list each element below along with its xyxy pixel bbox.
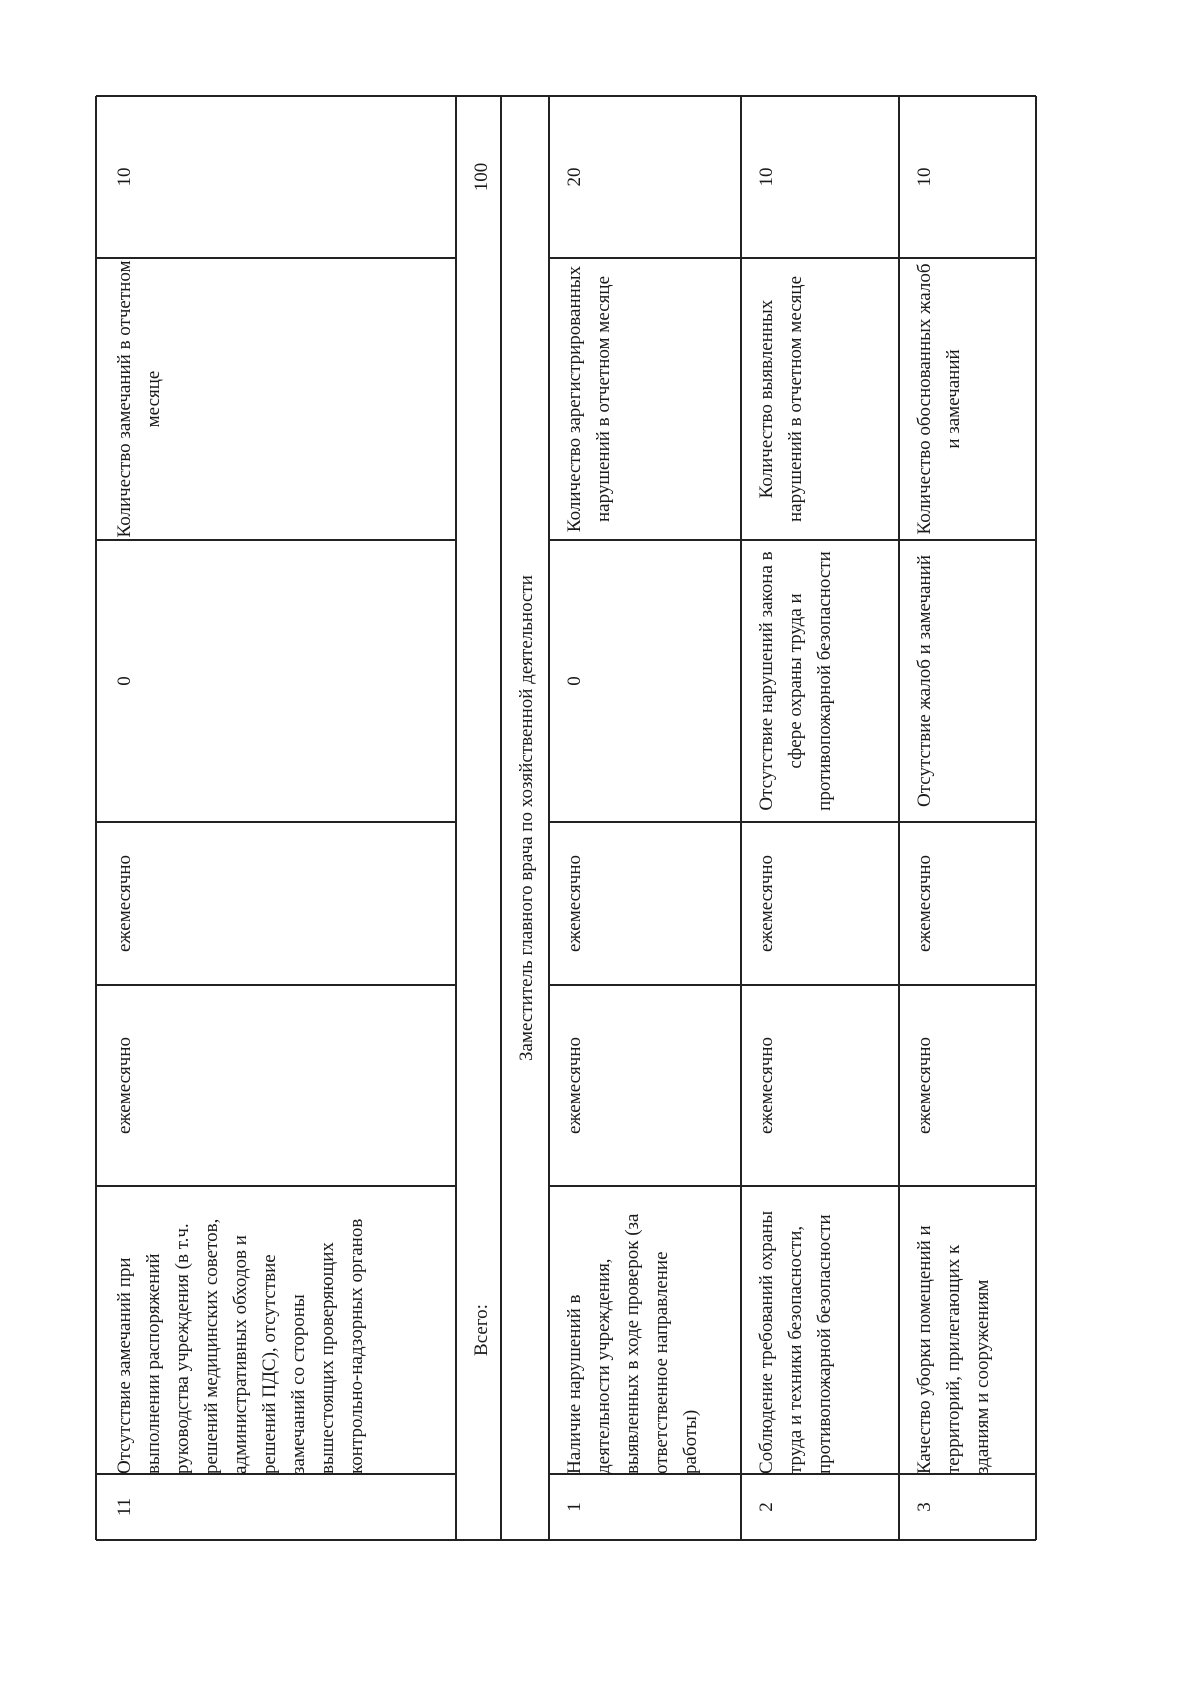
row2-period2: ежемесячно: [756, 854, 777, 953]
total-points: 100: [471, 162, 492, 192]
row2-period1: ежемесячно: [756, 1036, 777, 1135]
row11-period2: ежемесячно: [114, 854, 135, 953]
total-label: Всего:: [471, 1304, 492, 1356]
row1-period1: ежемесячно: [564, 1036, 585, 1135]
row11-points: 10: [114, 167, 135, 187]
section-title: Заместитель главного врача по хозяйственной деятельности: [516, 575, 537, 1061]
row11-indicator: Отсутствие замечаний при выполнении распоряжений руководства учреждения (в т.ч. решений медицинских советов, административных обходов и решений ПДС), отсутствие замечаний со стороны вышестоящих проверяющих контрольно-надзорных органов: [114, 1218, 367, 1474]
row1-measure: Количество зарегистрированных нарушений в отчетном месяце: [564, 265, 614, 533]
row11-number: 11: [114, 1497, 135, 1517]
row1-period2: ежемесячно: [564, 854, 585, 953]
row3-points: 10: [914, 167, 935, 187]
row11-measure: Количество замечаний в отчетном месяце: [114, 260, 164, 538]
row2-indicator: Соблюдение требований охраны труда и техники безопасности, противопожарной безопасности: [756, 1210, 835, 1474]
row3-number: 3: [914, 1502, 935, 1512]
row2-measure: Количество выявленных нарушений в отчетном месяце: [756, 275, 806, 523]
row3-period1: ежемесячно: [914, 1036, 935, 1135]
row1-target: 0: [564, 676, 585, 686]
row3-measure: Количество обоснованных жалоб и замечаний: [914, 263, 964, 535]
row3-target: Отсутствие жалоб и замечаний: [914, 555, 935, 807]
row2-number: 2: [756, 1502, 777, 1512]
row3-period2: ежемесячно: [914, 854, 935, 953]
row1-indicator: Наличие нарушений в деятельности учреждения, выявленных в ходе проверок (за ответственное направление работы): [564, 1213, 701, 1474]
row11-target: 0: [114, 676, 135, 686]
row2-target: Отсутствие нарушений закона в сфере охраны труда и противопожарной безопасности: [756, 551, 835, 811]
row3-indicator: Качество уборки помещений и территорий, прилегающих к зданиям и сооружениям: [914, 1225, 993, 1474]
row2-points: 10: [756, 167, 777, 187]
row1-number: 1: [564, 1502, 585, 1512]
row11-period1: ежемесячно: [114, 1036, 135, 1135]
row1-points: 20: [564, 167, 585, 187]
